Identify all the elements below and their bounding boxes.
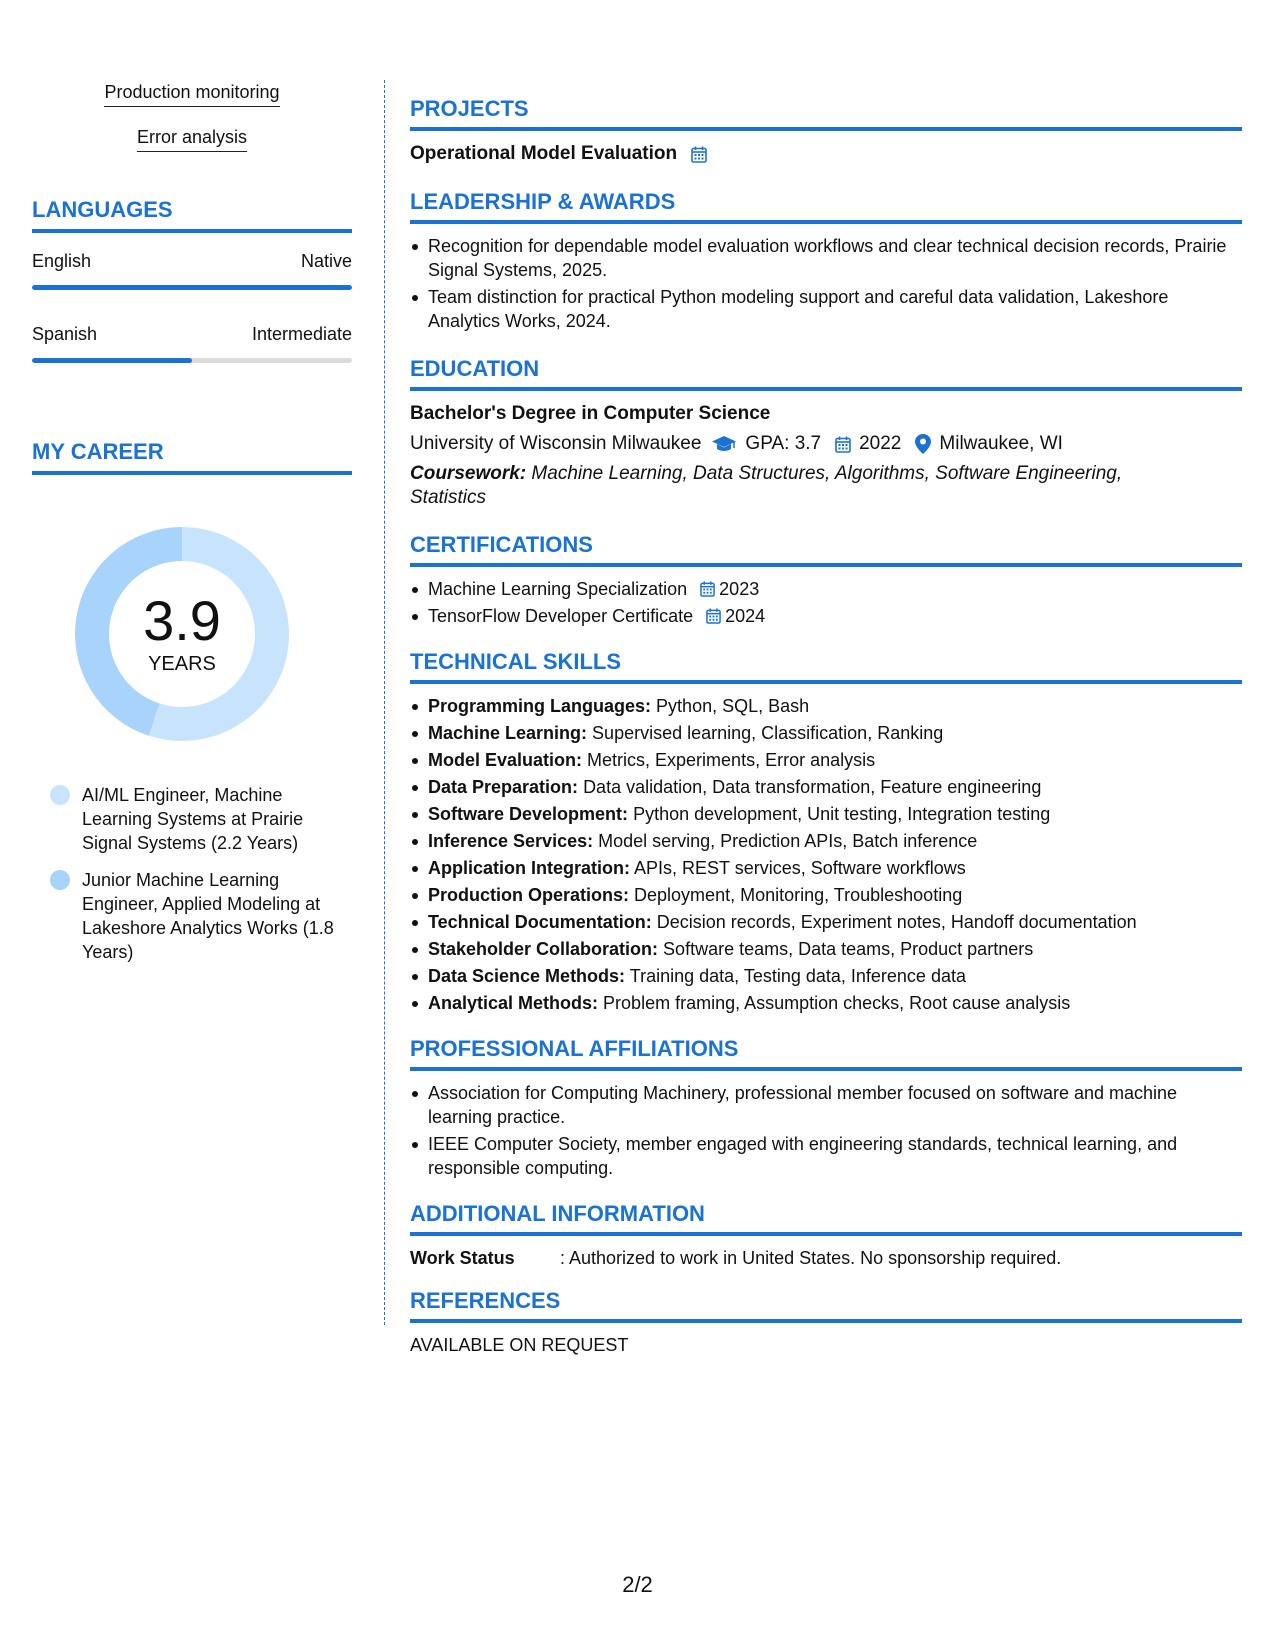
certification-name: TensorFlow Developer Certificate	[428, 606, 694, 626]
work-status-label: Work Status	[410, 1248, 515, 1268]
skill-tag	[32, 80, 352, 107]
skill-item	[410, 721, 1242, 745]
award-item: Recognition for dependable model evaluation workflows and clear technical decision records, Prairie Signal Systems, 2025.	[410, 234, 1242, 282]
references-heading: REFERENCES	[410, 1288, 1242, 1323]
language-name: Spanish	[32, 324, 98, 344]
affiliation-item: IEEE Computer Society, member engaged with engineering standards, technical learning, and responsible computing.	[410, 1132, 1242, 1180]
skill-item	[410, 856, 1242, 880]
languages-heading: LANGUAGES	[32, 197, 352, 233]
skill-item	[410, 991, 1242, 1015]
skill-values: APIs, REST services, Software workflows	[634, 858, 966, 878]
award-item: Team distinction for practical Python modeling support and careful data validation, Lakeshore Analytics Works, 2024.	[410, 285, 1242, 333]
skill-category: Software Development:	[428, 804, 629, 824]
skill-item	[410, 829, 1242, 853]
graduation-cap-icon	[711, 435, 737, 453]
references-section	[410, 1288, 1242, 1357]
skill-category: Data Science Methods:	[428, 966, 626, 986]
coursework-list: Machine Learning, Data Structures, Algorithms, Software Engineering, Statistics	[410, 463, 1123, 508]
awards-section	[410, 189, 1242, 356]
language-bar	[32, 358, 352, 363]
donut-center	[67, 519, 297, 749]
education-year: 2022	[859, 433, 902, 454]
skill-category: Data Preparation:	[428, 777, 579, 797]
awards-list	[410, 234, 1242, 333]
projects-heading: PROJECTS	[410, 96, 1242, 131]
project-name: Operational Model Evaluation	[410, 143, 678, 164]
language-row	[32, 249, 352, 273]
skill-item	[410, 910, 1242, 934]
career-legend	[32, 783, 352, 964]
work-status-value: : Authorized to work in United States. No sponsorship required.	[560, 1248, 1062, 1268]
certifications-section	[410, 532, 1242, 649]
affiliation-item: Association for Computing Machinery, professional member focused on software and machine learning practice.	[410, 1081, 1242, 1129]
certifications-list	[410, 577, 1242, 628]
calendar-icon	[691, 146, 707, 163]
education-school: University of Wisconsin Milwaukee	[410, 433, 702, 454]
affiliations-list	[410, 1081, 1242, 1180]
language-level: Intermediate	[251, 324, 352, 344]
skill-values: Metrics, Experiments, Error analysis	[587, 750, 876, 770]
calendar-icon	[835, 436, 851, 453]
awards-heading: LEADERSHIP & AWARDS	[410, 189, 1242, 224]
skill-category: Technical Documentation:	[428, 912, 652, 932]
certification-item	[410, 604, 1242, 628]
language-bar	[32, 285, 352, 290]
language-bar-fill	[32, 285, 352, 290]
education-degree: Bachelor's Degree in Computer Science	[410, 403, 771, 424]
career-heading: MY CAREER	[32, 439, 352, 475]
projects-section	[410, 96, 1242, 167]
education-coursework	[410, 462, 1180, 510]
skill-item	[410, 694, 1242, 718]
skill-tag-label: Error analysis	[137, 125, 247, 152]
skills-heading: TECHNICAL SKILLS	[410, 649, 1242, 684]
skill-item	[410, 802, 1242, 826]
skill-values: Deployment, Monitoring, Troubleshooting	[634, 885, 963, 905]
additional-section	[410, 1201, 1242, 1288]
skill-category: Inference Services:	[428, 831, 594, 851]
skill-tag	[32, 125, 352, 152]
language-name: English	[32, 251, 92, 271]
skill-item	[410, 775, 1242, 799]
career-legend-label: AI/ML Engineer, Machine Learning Systems at Prairie Signal Systems (2.2 Years)	[82, 785, 304, 853]
work-status-row	[410, 1246, 1242, 1270]
career-donut-chart	[67, 519, 297, 749]
education-location: Milwaukee, WI	[939, 433, 1063, 454]
location-pin-icon	[915, 434, 931, 454]
page-number: 2/2	[622, 1572, 653, 1597]
skill-values: Model serving, Prediction APIs, Batch inference	[598, 831, 978, 851]
skill-values: Data validation, Data transformation, Feature engineering	[583, 777, 1042, 797]
certification-name: Machine Learning Specialization	[428, 579, 688, 599]
certification-year: 2024	[725, 606, 766, 626]
affiliations-heading: PROFESSIONAL AFFILIATIONS	[410, 1036, 1242, 1071]
skill-values: Problem framing, Assumption checks, Root cause analysis	[603, 993, 1071, 1013]
career-total-years: 3.9	[143, 589, 221, 652]
skill-values: Python development, Unit testing, Integration testing	[633, 804, 1051, 824]
career-total-unit: YEARS	[148, 653, 216, 675]
skill-values: Python, SQL, Bash	[656, 696, 810, 716]
education-section	[410, 356, 1242, 532]
skill-item	[410, 883, 1242, 907]
language-bar-fill	[32, 358, 192, 363]
calendar-icon	[706, 608, 721, 624]
education-details	[410, 431, 1242, 457]
career-legend-item	[50, 868, 352, 964]
skill-category: Model Evaluation:	[428, 750, 583, 770]
skill-category: Machine Learning:	[428, 723, 588, 743]
left-column	[32, 80, 352, 977]
skill-values: Decision records, Experiment notes, Handoff documentation	[656, 912, 1137, 932]
calendar-icon	[700, 581, 715, 597]
skill-category: Programming Languages:	[428, 696, 652, 716]
skill-category: Analytical Methods:	[428, 993, 599, 1013]
affiliations-section	[410, 1036, 1242, 1201]
skills-list	[410, 694, 1242, 1015]
skill-category: Production Operations:	[428, 885, 630, 905]
career-legend-label: Junior Machine Learning Engineer, Applied Modeling at Lakeshore Analytics Works (1.8 Years)	[82, 870, 334, 962]
certification-item	[410, 577, 1242, 601]
language-level: Native	[300, 251, 352, 271]
skill-values: Supervised learning, Classification, Ranking	[592, 723, 944, 743]
education-gpa: GPA: 3.7	[745, 433, 822, 454]
career-legend-item	[50, 783, 352, 855]
coursework-label: Coursework:	[410, 463, 527, 484]
education-heading: EDUCATION	[410, 356, 1242, 391]
project-item	[410, 141, 1242, 167]
skill-item	[410, 964, 1242, 988]
skill-values: Training data, Testing data, Inference data	[629, 966, 966, 986]
column-divider	[384, 80, 385, 1325]
skill-item	[410, 937, 1242, 961]
skills-section	[410, 649, 1242, 1036]
references-text: AVAILABLE ON REQUEST	[410, 1335, 629, 1355]
legend-dot	[50, 785, 70, 805]
legend-dot	[50, 870, 70, 890]
certifications-heading: CERTIFICATIONS	[410, 532, 1242, 567]
skill-values: Software teams, Data teams, Product partners	[663, 939, 1034, 959]
skill-tag-label: Production monitoring	[104, 80, 279, 107]
additional-heading: ADDITIONAL INFORMATION	[410, 1201, 1242, 1236]
skill-category: Stakeholder Collaboration:	[428, 939, 659, 959]
skill-item	[410, 748, 1242, 772]
language-row	[32, 322, 352, 346]
right-column	[410, 96, 1242, 1357]
skill-category: Application Integration:	[428, 858, 630, 878]
certification-year: 2023	[719, 579, 760, 599]
